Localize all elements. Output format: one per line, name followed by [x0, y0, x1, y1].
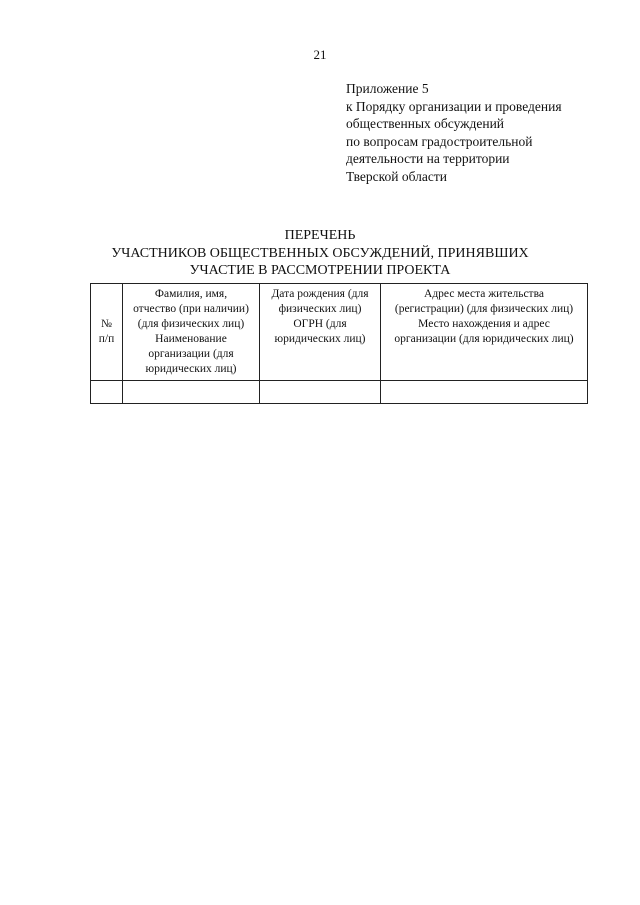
header-line: Дата рождения (для — [271, 288, 369, 300]
column-header-number — [91, 284, 123, 381]
appendix-line: деятельности на территории — [346, 151, 510, 166]
document-title — [0, 227, 640, 280]
table-cell — [260, 381, 381, 404]
appendix-block — [346, 80, 616, 185]
title-line: ПЕРЕЧЕНЬ — [284, 228, 356, 243]
appendix-line: к Порядку организации и проведения — [346, 98, 562, 114]
header-line: п/п — [98, 333, 115, 345]
appendix-line: Тверской области — [346, 168, 447, 184]
column-header-birthdate-ogrn — [260, 284, 381, 381]
table-cell — [123, 381, 260, 404]
page-number: 21 — [313, 47, 327, 62]
header-line: организации (для юридических лиц) — [394, 333, 574, 345]
appendix-line: по вопросам градостроительной — [346, 133, 533, 149]
title-line: УЧАСТНИКОВ ОБЩЕСТВЕННЫХ ОБСУЖДЕНИЙ, ПРИНЯВШИХ — [111, 245, 529, 261]
header-line: юридических лиц) — [145, 363, 237, 375]
header-line: Наименование — [155, 333, 227, 345]
header-line: (регистрации) (для физических лиц) — [394, 303, 574, 315]
header-line: Адрес места жительства — [424, 288, 544, 300]
title-line: УЧАСТИЕ В РАССМОТРЕНИИ ПРОЕКТА — [189, 263, 451, 278]
column-header-name — [123, 284, 260, 381]
table-cell — [381, 381, 588, 404]
header-line: Место нахождения и адрес — [418, 318, 550, 330]
table-header-row — [91, 284, 588, 381]
table-row — [91, 381, 588, 404]
header-line: ОГРН (для — [293, 318, 347, 330]
header-line: отчество (при наличии) — [133, 303, 249, 315]
header-line: физических лиц) — [278, 303, 362, 315]
header-line: юридических лиц) — [274, 333, 366, 345]
appendix-line: Приложение 5 — [346, 81, 429, 96]
column-header-address — [381, 284, 588, 381]
header-line: (для физических лиц) — [137, 318, 245, 330]
participants-table — [90, 283, 588, 404]
table-cell — [91, 381, 123, 404]
appendix-line: общественных обсуждений — [346, 116, 505, 131]
header-line: № — [101, 318, 112, 330]
header-line: организации (для — [148, 348, 234, 360]
header-line: Фамилия, имя, — [154, 288, 228, 300]
